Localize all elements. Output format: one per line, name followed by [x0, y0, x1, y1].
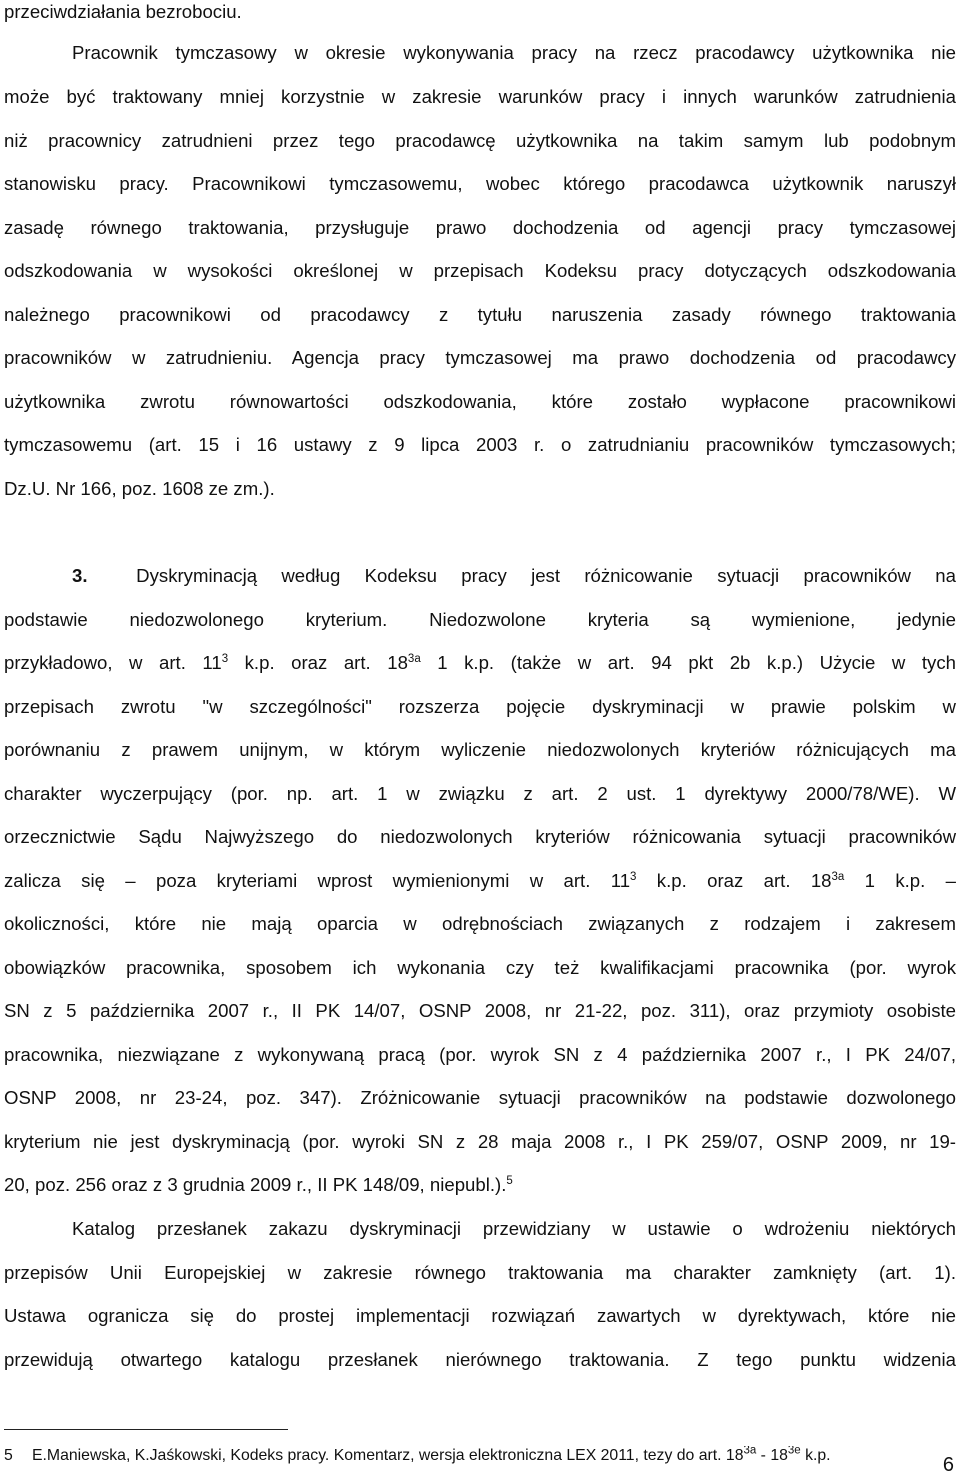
section-number: 3. [72, 565, 88, 586]
superscript: 3a [831, 870, 845, 883]
footnote [4, 1446, 956, 1466]
text-line: Dz.U. Nr 166, poz. 1608 ze zm.). [4, 478, 275, 499]
text-line: charakter wyczerpujący (por. np. art. 1 w związku z art. 2 ust. 1 dyrektywy 2000/78/WE). W [4, 783, 956, 804]
superscript: 3e [787, 1446, 801, 1457]
text-line: stanowisku pracy. Pracownikowi tymczasowemu, wobec którego pracodawca użytkownik naruszył [4, 173, 956, 194]
text-segment: zalicza się – poza kryteriami wprost wymienionymi w art. 11 [4, 870, 631, 891]
text-line: pracowników w zatrudnieniu. Agencja pracy tymczasowej ma prawo dochodzenia od pracodawcy [4, 347, 956, 368]
text-segment: Dyskryminacją według Kodeksu pracy jest różnicowanie sytuacji pracowników na [136, 565, 956, 586]
text-line: OSNP 2008, nr 23-24, poz. 347). Zróżnicowanie sytuacji pracowników na podstawie dozwolonego [4, 1087, 956, 1108]
text-line: kryterium nie jest dyskryminacją (por. wyroki SN z 28 maja 2008 r., I PK 259/07, OSNP 2009, nr 19- [4, 1131, 956, 1152]
text-segment: 1 k.p. (także w art. 94 pkt 2b k.p.) Użycie w tych [420, 652, 956, 673]
superscript: 3a [743, 1446, 757, 1457]
text-line: okoliczności, które nie mają oparcia w odrębnościach związanych z rodzajem i zakresem [4, 913, 956, 934]
text-line [4, 651, 956, 675]
page-number: 6 [942, 1454, 954, 1476]
text-line: przepisów Unii Europejskiej w zakresie równego traktowania ma charakter zamknięty (art. 1). [4, 1262, 956, 1283]
section-3-first-line [72, 564, 956, 588]
text-segment: 1 k.p. – [844, 870, 956, 891]
text-line: podstawie niedozwolonego kryterium. Niedozwolone kryteria są wymienione, jedynie [4, 609, 956, 630]
text-line [4, 1173, 956, 1197]
text-line: SN z 5 października 2007 r., II PK 14/07, OSNP 2008, nr 21-22, poz. 311), oraz przymioty osobiste [4, 1000, 956, 1021]
text-line: może być traktowany mniej korzystnie w zakresie warunków pracy i innych warunków zatrudnienia [4, 86, 956, 107]
text-line: niż pracownicy zatrudnieni przez tego pracodawcę użytkownika na takim samym lub podobnym [4, 130, 956, 151]
text-line: Ustawa ogranicza się do prostej implementacji rozwiązań zawartych w dyrektywach, które nie [4, 1305, 956, 1326]
footnote-text: k.p. [800, 1447, 831, 1464]
text-line: pracownika, niezwiązane z wykonywaną pracą (por. wyrok SN z 4 października 2007 r., I PK 24/07, [4, 1044, 956, 1065]
text-segment: 20, poz. 256 oraz z 3 grudnia 2009 r., II PK 148/09, niepubl.). [4, 1174, 507, 1195]
superscript: 3 [630, 870, 637, 883]
text-line: orzecznictwie Sądu Najwyższego do niedozwolonych kryteriów różnicowania sytuacji pracowników [4, 826, 956, 847]
text-line: przewidują otwartego katalogu przesłanek nierównego traktowania. Z tego punktu widzenia [4, 1349, 956, 1370]
text-line: zasadę równego traktowania, przysługuje prawo dochodzenia od agencji pracy tymczasowej [4, 217, 956, 238]
text-segment: k.p. oraz art. 18 [636, 870, 832, 891]
paragraph-first-line: Katalog przesłanek zakazu dyskryminacji przewidziany w ustawie o wdrożeniu niektórych [72, 1218, 956, 1239]
text-line [4, 869, 956, 893]
footnote-text: E.Maniewska, K.Jaśkowski, Kodeks pracy. Komentarz, wersja elektroniczna LEX 2011, tezy do art. 18 [32, 1447, 744, 1464]
text-segment: przykładowo, w art. 11 [4, 652, 222, 673]
footnote-reference[interactable]: 5 [506, 1174, 513, 1187]
footnote-text: - 18 [756, 1447, 788, 1464]
footnote-separator [4, 1429, 288, 1430]
text-line: należnego pracownikowi od pracodawcy z tytułu naruszenia zasady równego traktowania [4, 304, 956, 325]
footnote-number: 5 [4, 1447, 13, 1464]
text-line: odszkodowania w wysokości określonej w przepisach Kodeksu pracy dotyczących odszkodowania [4, 260, 956, 281]
superscript: 3a [407, 652, 421, 665]
paragraph-first-line: Pracownik tymczasowy w okresie wykonywania pracy na rzecz pracodawcy użytkownika nie [72, 42, 956, 63]
text-line: tymczasowemu (art. 15 i 16 ustawy z 9 lipca 2003 r. o zatrudnianiu pracowników tymczasowych; [4, 434, 956, 455]
text-line: użytkownika zwrotu równowartości odszkodowania, które zostało wypłacone pracownikowi [4, 391, 956, 412]
text-line: obowiązków pracownika, sposobem ich wykonania czy też kwalifikacjami pracownika (por. wyrok [4, 957, 956, 978]
text-line: porównaniu z prawem unijnym, w którym wyliczenie niedozwolonych kryteriów różnicujących ma [4, 739, 956, 760]
text-line: przeciwdziałania bezrobociu. [4, 1, 242, 22]
text-line: przepisach zwrotu "w szczególności" rozszerza pojęcie dyskryminacji w prawie polskim w [4, 696, 956, 717]
superscript: 3 [221, 652, 229, 665]
text-segment: k.p. oraz art. 18 [228, 652, 408, 673]
